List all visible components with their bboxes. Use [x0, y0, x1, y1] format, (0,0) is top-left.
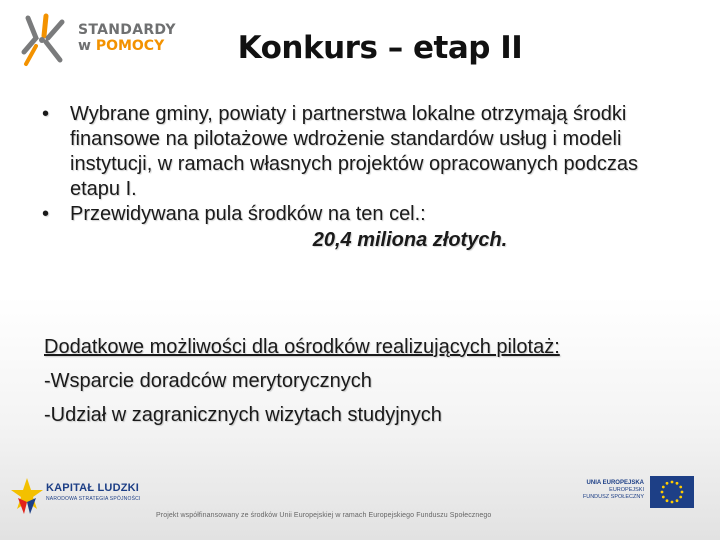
eu-line-1: UNIA EUROPEJSKA [586, 480, 644, 486]
eu-line-3: FUNDUSZ SPOŁECZNY [582, 494, 644, 500]
eu-flag-icon [650, 476, 694, 508]
footer [0, 462, 720, 540]
page-title: Konkurs – etap II [237, 30, 523, 66]
funding-amount: 20,4 miliona złotych. [312, 229, 508, 251]
bullet-item [40, 202, 690, 253]
bullet-list [40, 102, 690, 253]
bullet-text: Przewidywana pula środków na ten cel.: [70, 203, 426, 225]
kapital-ludzki-title: KAPITAŁ LUDZKI [46, 482, 140, 494]
bullet-text: Wybrane gminy, powiaty i partnerstwa lokalne otrzymają środki finansowe na pilotażowe wdrożenie standardów usług i modeli instytucji, w ramach własnych projektów opracowanych podczas etapu I. [70, 103, 639, 200]
cofinancing-note: Projekt współfinansowany ze środków Unii Europejskiej w ramach Europejskiego Funduszu Społecznego [156, 512, 492, 519]
bullet-marker: • [42, 103, 50, 125]
additional-option-line: -Udział w zagranicznych wizytach studyjnych [44, 404, 442, 426]
star-people-icon [16, 12, 74, 68]
logo-line-2-accent: POMOCY [95, 38, 165, 54]
kapital-ludzki-logo [10, 472, 160, 522]
logo-line-2-prefix: w [78, 38, 91, 54]
additional-options [44, 330, 704, 432]
eu-line-2: EUROPEJSKI [609, 487, 644, 493]
standardy-logo [16, 12, 186, 68]
additional-options-heading: Dodatkowe możliwości dla ośrodków realizujących pilotaż: [44, 336, 560, 358]
logo-line-1: STANDARDY [78, 22, 176, 38]
bullet-marker: • [42, 203, 50, 225]
kapital-ludzki-subtitle: NARODOWA STRATEGIA SPÓJNOŚCI [46, 496, 141, 502]
additional-option-line: -Wsparcie doradców merytorycznych [44, 370, 372, 392]
kapital-ludzki-emblem-icon [10, 476, 44, 516]
bullet-item [40, 102, 690, 202]
eu-label [560, 480, 644, 501]
